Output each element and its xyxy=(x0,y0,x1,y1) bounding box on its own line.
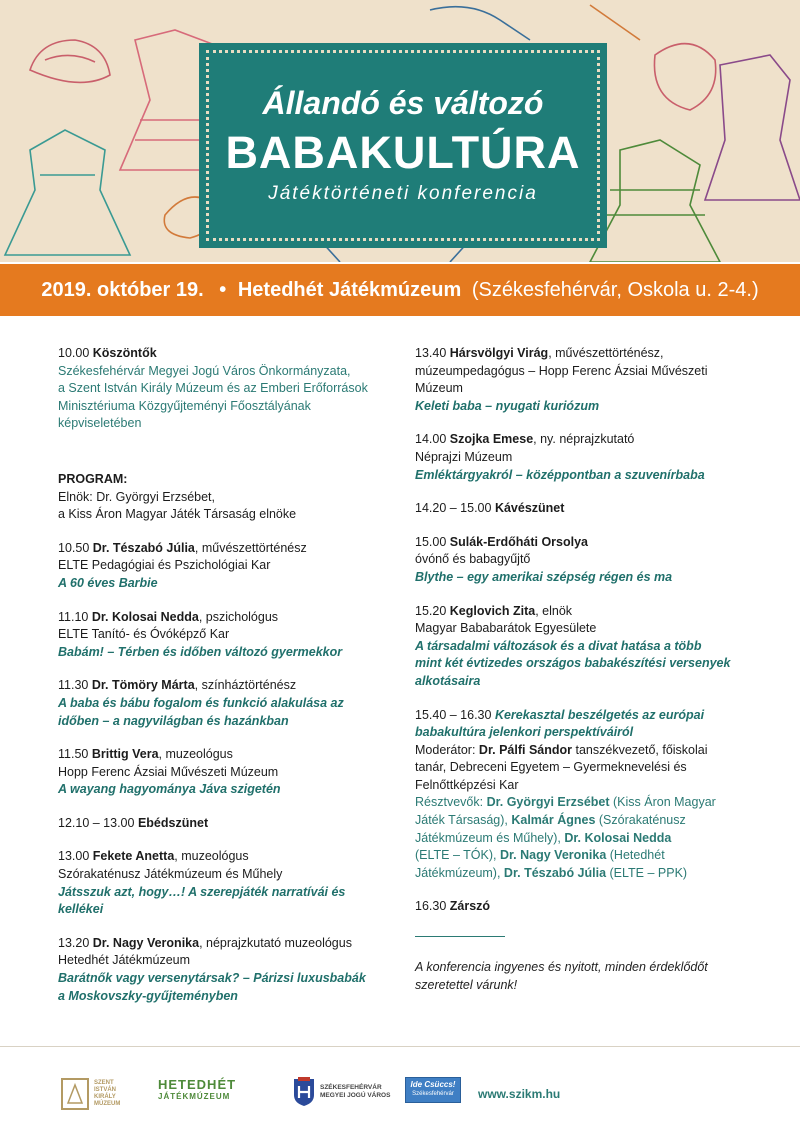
session-time: 13.00 xyxy=(58,849,90,864)
participants-label: Résztvevők: xyxy=(415,795,487,810)
divider xyxy=(415,936,505,937)
session-time: 14.00 xyxy=(415,432,447,447)
program-left-column xyxy=(58,345,388,1021)
speaker-name: Brittig Vera xyxy=(91,747,159,762)
speaker-name: Ebédszünet xyxy=(137,815,209,830)
roundtable-title: Kerekasztal beszélgetés az európai xyxy=(494,707,705,722)
participant-affiliation: (ELTE – PPK) xyxy=(606,865,688,880)
speaker-name: Fekete Anetta xyxy=(92,849,175,864)
speaker-role: , muzeológus xyxy=(158,747,233,762)
left-session-list xyxy=(58,540,388,1005)
welcome-line: képviseletében xyxy=(58,416,142,431)
talk-title: alkotásaira xyxy=(415,673,481,688)
event-date: 2019. október 19. xyxy=(41,279,204,301)
logo-text: Ide Csüccs! xyxy=(410,1080,456,1089)
program-header xyxy=(58,471,388,524)
logo-text: SZÉKESFEHÉRVÁR xyxy=(320,1084,382,1091)
moderator-info: Felnőttképzési Kar xyxy=(415,777,519,792)
speaker-role: , pszichológus xyxy=(198,609,279,624)
speaker-affiliation: múzeumpedagógus – Hopp Ferenc Ázsiai Művészeti xyxy=(415,363,708,378)
website-link[interactable]: www.szikm.hu xyxy=(478,1087,561,1101)
session-time: 14.20 – 15.00 xyxy=(415,501,492,516)
hetedhet-jatekmuzeum-logo[interactable] xyxy=(158,1079,236,1103)
speaker-affiliation: Hopp Ferenc Ázsiai Művészeti Múzeum xyxy=(58,764,279,779)
speaker-role: , művészettörténész, xyxy=(548,346,664,360)
talk-title: Babám! – Térben és időben változó gyermekkor xyxy=(58,644,343,659)
session-time: 13.40 xyxy=(415,346,447,360)
session-block xyxy=(58,540,388,593)
session-block xyxy=(58,746,388,799)
talk-title: kellékei xyxy=(58,902,104,917)
session-block xyxy=(415,603,760,691)
participant-name: Dr. Tészabó Júlia xyxy=(503,865,607,880)
session-time: 16.30 xyxy=(415,899,447,914)
participant-affiliation: (Hetedhét xyxy=(606,848,665,863)
session-time: 10.50 xyxy=(58,540,90,555)
participant-name: Dr. Nagy Veronika xyxy=(499,848,607,863)
participant-name: Dr. Kolosai Nedda xyxy=(564,830,672,845)
talk-title: a Moskovszky-gyűjteményben xyxy=(58,988,238,1003)
footer-logos xyxy=(0,1046,800,1134)
participant-affiliation: Játékmúzeum és Műhely), xyxy=(415,830,565,845)
right-session-list xyxy=(415,345,760,691)
session-block xyxy=(58,815,388,833)
note-line: szeretettel várunk! xyxy=(415,977,518,992)
title-line-1: Állandó és változó xyxy=(262,85,544,121)
speaker-name: Hársvölgyi Virág xyxy=(449,346,549,360)
note-line: A konferencia ingyenes és nyitott, minden érdeklődőt xyxy=(415,960,708,975)
session-block xyxy=(415,500,760,518)
speaker-name: Keglovich Zita xyxy=(449,603,536,618)
moderator-label: Moderátor: xyxy=(415,742,479,757)
speaker-role: , néprajzkutató muzeológus xyxy=(199,935,352,950)
logo-text: MÚZEUM xyxy=(94,1101,121,1107)
talk-title: mint két évtizedes országos babakészítési versenyek xyxy=(415,656,731,671)
speaker-name: Dr. Nagy Veronika xyxy=(92,935,200,950)
ide-csuccs-logo[interactable] xyxy=(405,1077,461,1103)
talk-title: Játsszuk azt, hogy…! A szerepjáték narratívái és xyxy=(58,884,346,899)
session-block xyxy=(415,431,760,484)
city-coat-of-arms-icon xyxy=(292,1077,316,1107)
session-time: 11.10 xyxy=(58,609,89,624)
speaker-name: Kávészünet xyxy=(494,501,565,516)
speaker-name: Dr. Tészabó Júlia xyxy=(92,540,195,555)
session-title: Zárszó xyxy=(449,899,491,914)
date-venue-band xyxy=(0,264,800,316)
speaker-role: , elnök xyxy=(535,603,573,618)
speaker-name: Dr. Kolosai Nedda xyxy=(91,609,199,624)
session-block xyxy=(58,848,388,918)
speaker-affiliation: Múzeum xyxy=(415,381,463,396)
participant-affiliation: Játék Társaság), xyxy=(415,813,512,828)
program-heading: PROGRAM: xyxy=(58,471,128,486)
closing-block xyxy=(415,898,760,916)
separator-bullet: • xyxy=(219,279,227,301)
session-time: 11.30 xyxy=(58,678,89,693)
session-block xyxy=(415,345,760,415)
session-time: 12.10 – 13.00 xyxy=(58,815,135,830)
logo-text: SZENT xyxy=(94,1080,114,1086)
speaker-affiliation: óvónő és babagyűjtő xyxy=(415,552,531,567)
speaker-role: , színháztörténész xyxy=(194,678,297,693)
szent-istvan-kiraly-muzeum-logo[interactable] xyxy=(60,1077,120,1111)
session-block xyxy=(58,935,388,1005)
welcome-line: Minisztériuma Közgyűjteményi Főosztályának xyxy=(58,398,311,413)
talk-title: A 60 éves Barbie xyxy=(58,575,158,590)
participant-name: Kalmár Ágnes xyxy=(511,813,596,828)
closing-note xyxy=(415,959,760,994)
welcome-block xyxy=(58,345,388,433)
logo-text: MEGYEI JOGÚ VÁROS xyxy=(320,1092,391,1099)
talk-title: Keleti baba – nyugati kuriózum xyxy=(415,398,600,413)
welcome-line: Székesfehérvár Megyei Jogú Város Önkormányzata, xyxy=(58,363,351,378)
session-time: 15.40 – 16.30 xyxy=(415,707,492,722)
talk-title: A wayang hagyománya Jáva szigetén xyxy=(58,782,281,797)
speaker-role: , művészettörténész xyxy=(194,540,307,555)
speaker-name: Dr. Tömöry Márta xyxy=(91,678,195,693)
session-time: 13.20 xyxy=(58,935,90,950)
szekesfehervar-logo[interactable] xyxy=(292,1077,390,1107)
speaker-name: Sulák-Erdőháti Orsolya xyxy=(449,534,588,549)
chair-line: Elnök: Dr. Györgyi Erzsébet, xyxy=(58,489,216,504)
logo-text: HETEDHÉT xyxy=(158,1077,237,1092)
welcome-line: a Szent István Király Múzeum és az Emberi Erőforrások xyxy=(58,381,368,396)
logo-text: JÁTÉKMÚZEUM xyxy=(158,1092,231,1101)
moderator-info: tanszékvezető, főiskolai xyxy=(572,742,708,757)
session-block xyxy=(58,609,388,662)
session-time: 10.00 xyxy=(58,346,90,360)
participant-affiliation: (ELTE – TÓK), xyxy=(415,848,500,863)
session-time: 15.00 xyxy=(415,534,447,549)
session-block xyxy=(58,677,388,730)
chair-line: a Kiss Áron Magyar Játék Társaság elnöke xyxy=(58,507,297,522)
speaker-affiliation: ELTE Pedagógiai és Pszichológiai Kar xyxy=(58,558,271,573)
title-line-2: BABAKULTÚRA xyxy=(225,127,581,178)
participant-name: Dr. Györgyi Erzsébet xyxy=(486,795,610,810)
logo-text: ISTVÁN xyxy=(94,1087,117,1093)
speaker-affiliation: ELTE Tanító- és Óvóképző Kar xyxy=(58,627,230,642)
header-banner xyxy=(0,0,800,262)
speaker-role: , ny. néprajzkutató xyxy=(533,432,635,447)
talk-title: Blythe – egy amerikai szépség régen és ma xyxy=(415,569,673,584)
talk-title: Emléktárgyakról – középpontban a szuvenírbaba xyxy=(415,467,705,482)
museum-crest-icon xyxy=(60,1077,90,1111)
speaker-name: Szojka Emese xyxy=(449,432,534,447)
speaker-affiliation: Szórakaténusz Játékmúzeum és Műhely xyxy=(58,867,283,882)
session-time: 15.20 xyxy=(415,603,447,618)
talk-title: A baba és bábu fogalom és funkció alakulása az xyxy=(58,695,344,710)
speaker-affiliation: Hetedhét Játékmúzeum xyxy=(58,953,191,968)
talk-title: időben – a nagyvilágban és hazánkban xyxy=(58,713,289,728)
talk-title: Barátnők vagy versenytársak? – Párizsi luxusbabák xyxy=(58,971,366,986)
participant-affiliation: (Szórakaténusz xyxy=(595,813,686,828)
title-box xyxy=(199,43,607,248)
roundtable-block xyxy=(415,707,760,883)
speaker-role: , muzeológus xyxy=(174,849,249,864)
roundtable-title: babakultúra jelenkori perspektíváiról xyxy=(415,725,634,740)
moderator-info: tanár, Debreceni Egyetem – Gyermeknevelési és xyxy=(415,760,687,775)
session-title: Köszöntők xyxy=(92,346,157,360)
moderator-name: Dr. Pálfi Sándor xyxy=(478,742,573,757)
talk-title: A társadalmi változások és a divat hatása a több xyxy=(415,638,702,653)
event-venue: Hetedhét Játékmúzeum xyxy=(237,279,462,301)
subtitle: Játéktörténeti konferencia xyxy=(268,183,538,204)
event-address: (Székesfehérvár, Oskola u. 2-4.) xyxy=(471,279,759,301)
session-block xyxy=(415,534,760,587)
participant-affiliation: (Kiss Áron Magyar xyxy=(609,795,716,810)
logo-text: Székesfehérvár xyxy=(412,1091,454,1097)
logo-text: KIRÁLY xyxy=(94,1094,116,1100)
speaker-affiliation: Magyar Bababarátok Egyesülete xyxy=(415,621,597,636)
participant-affiliation: Játékmúzeum), xyxy=(415,865,504,880)
session-time: 11.50 xyxy=(58,747,89,762)
speaker-affiliation: Néprajzi Múzeum xyxy=(415,449,513,464)
program-right-column xyxy=(415,345,760,994)
